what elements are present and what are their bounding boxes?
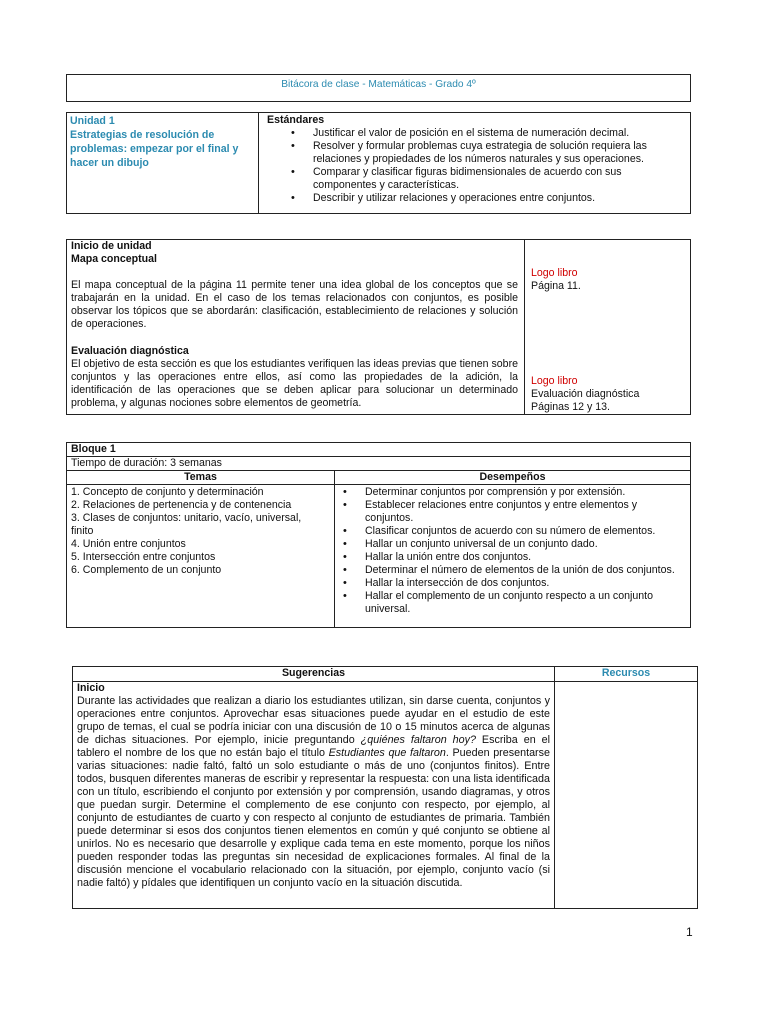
inicio-resources xyxy=(531,240,689,414)
tema-item: 4. Unión entre conjuntos xyxy=(71,538,186,550)
unit-label: Unidad 1 xyxy=(70,115,115,127)
temas-cell xyxy=(67,485,335,628)
tema-item: 3. Clases de conjuntos: unitario, vacío, universal, xyxy=(71,512,302,524)
standards-heading: Estándares xyxy=(267,114,325,126)
desempenos-cell xyxy=(335,485,691,628)
logo-libro-2: Logo libro xyxy=(531,375,578,387)
eval-text: El objetivo de esta sección es que los estudiantes verifiquen las ideas previas que tienen sobre conjuntos y las operaciones entre ellos, así como las propiedades de la adición, la identificación de las operaciones que se deben aplicar para solucionar un determinado problema, y algunas nociones sobre elementos de geometría. xyxy=(71,358,518,409)
recursos-header: Recursos xyxy=(555,667,698,682)
standards-list xyxy=(313,127,682,205)
tema-item: 5. Intersección entre conjuntos xyxy=(71,551,216,563)
logo-libro-1: Logo libro xyxy=(531,267,578,279)
eval-heading: Evaluación diagnóstica xyxy=(71,345,189,357)
unit-title: Estrategias de resolución de problemas: empezar por el final y hacer un dibujo xyxy=(70,129,239,169)
resource-eval: Evaluación diagnóstica xyxy=(531,388,640,400)
tema-item: finito xyxy=(71,525,94,537)
bloque-title: Bloque 1 xyxy=(67,443,691,457)
text-run: . Pueden presentarse varias situaciones: nadie faltó, faltó un solo estudiante o más de uno (conjuntos finitos). Entre todos, busquen diferentes maneras de escribir y representar la respuesta: con una lista identificada con un título, escribiendo el conjunto por extensión y por comprensión, usando diagramas, y otros que puedan surgir. Determine el complemento de ese conjunto con respecto, por ejemplo, al conjunto de estudiantes de cuarto y con respecto al conjunto de estudiantes de primaria. También puede determinar si esos dos conjuntos tienen elementos en común y qué conjunto se obtiene al unirlos. No es necesario que desarrolle y explique cada tema en este momento, porque los niños pueden responder todas las preguntas sin necesidad de explicaciones formales. Al final de la discusión mencione el vocabulario relacionado con la situación, por ejemplo, conjunto vacío (si nadie faltó) y pídales que identifiquen un conjunto vacío en la situación discutida. xyxy=(77,747,550,889)
sugerencias-table xyxy=(72,666,698,909)
sugerencias-body xyxy=(73,682,555,909)
unit-box xyxy=(66,112,691,214)
mapa-text: El mapa conceptual de la página 11 permite tener una idea global de los conceptos que se trabajarán en la unidad. En el caso de los temas relacionados con conjuntos, es posible observar los tópicos que se abordarán: clasificación, establecimiento de relaciones y solución de operaciones. xyxy=(71,279,518,330)
desempeno-item: • Clasificar conjuntos de acuerdo con su número de elementos. xyxy=(365,525,686,538)
inicio-subheading: Inicio xyxy=(77,682,105,694)
desempeno-item: • Hallar el complemento de un conjunto respecto a un conjunto universal. xyxy=(365,590,686,616)
mapa-heading: Mapa conceptual xyxy=(71,253,157,265)
desempeno-item: • Hallar un conjunto universal de un conjunto dado. xyxy=(365,538,686,551)
text-run: Durante las actividades que realizan a diario los estudiantes utilizan, sin darse cuenta, conjuntos y operaciones entre conjuntos. Aprovechar esas situaciones puede ayudar en el estudio de este grupo de temas, el cual se podría iniciar con una discusión de 10 o 15 minutos acerca de algunas de dichas situaciones. Por ejemplo, inicie preguntando xyxy=(77,695,550,746)
inicio-box xyxy=(66,239,691,415)
bloque-duration: Tiempo de duración: 3 semanas xyxy=(67,457,691,471)
header-box xyxy=(66,74,691,102)
standards-column xyxy=(263,113,690,206)
tema-item: 6. Complemento de un conjunto xyxy=(71,564,222,576)
unit-column xyxy=(67,113,259,213)
temas-header: Temas xyxy=(67,471,335,485)
tema-item: 2. Relaciones de pertenencia y de contenencia xyxy=(71,499,292,511)
standard-item: • Comparar y clasificar figuras bidimensionales de acuerdo con sus componentes y características. xyxy=(313,166,682,192)
tema-item: 1. Concepto de conjunto y determinación xyxy=(71,486,264,498)
desempenos-list xyxy=(365,486,686,616)
bloque-table xyxy=(66,442,691,628)
sugerencias-paragraph xyxy=(77,695,550,890)
desempeno-item: • Hallar la intersección de dos conjuntos. xyxy=(365,577,686,590)
page-number: 1 xyxy=(686,925,693,939)
question-quienes: ¿quiénes faltaron hoy? xyxy=(360,734,476,746)
desempeno-item: • Determinar conjuntos por comprensión y por extensión. xyxy=(365,486,686,499)
title-estudiantes: Estudiantes que faltaron xyxy=(328,747,446,759)
text-run: Escriba en el tablero el nombre de los que no están bajo el título xyxy=(77,734,550,759)
standard-item: • Describir y utilizar relaciones y operaciones entre conjuntos. xyxy=(313,192,682,205)
desempenos-header: Desempeños xyxy=(335,471,691,485)
recursos-body xyxy=(555,682,698,909)
sugerencias-header: Sugerencias xyxy=(73,667,555,682)
resource-pages: Páginas 12 y 13. xyxy=(531,401,610,413)
standard-item: • Justificar el valor de posición en el sistema de numeración decimal. xyxy=(313,127,682,140)
desempeno-item: • Determinar el número de elementos de la unión de dos conjuntos. xyxy=(365,564,686,577)
resource-page-11: Página 11. xyxy=(531,280,581,292)
desempeno-item: • Establecer relaciones entre conjuntos y entre elementos y conjuntos. xyxy=(365,499,686,525)
page-title: Bitácora de clase - Matemáticas - Grado 4º xyxy=(281,79,476,90)
inicio-left xyxy=(67,240,525,414)
standard-item: • Resolver y formular problemas cuya estrategia de solución requiera las relaciones y propiedades de los números naturales y sus operaciones. xyxy=(313,140,682,166)
desempeno-item: • Hallar la unión entre dos conjuntos. xyxy=(365,551,686,564)
inicio-heading: Inicio de unidad xyxy=(71,240,152,252)
